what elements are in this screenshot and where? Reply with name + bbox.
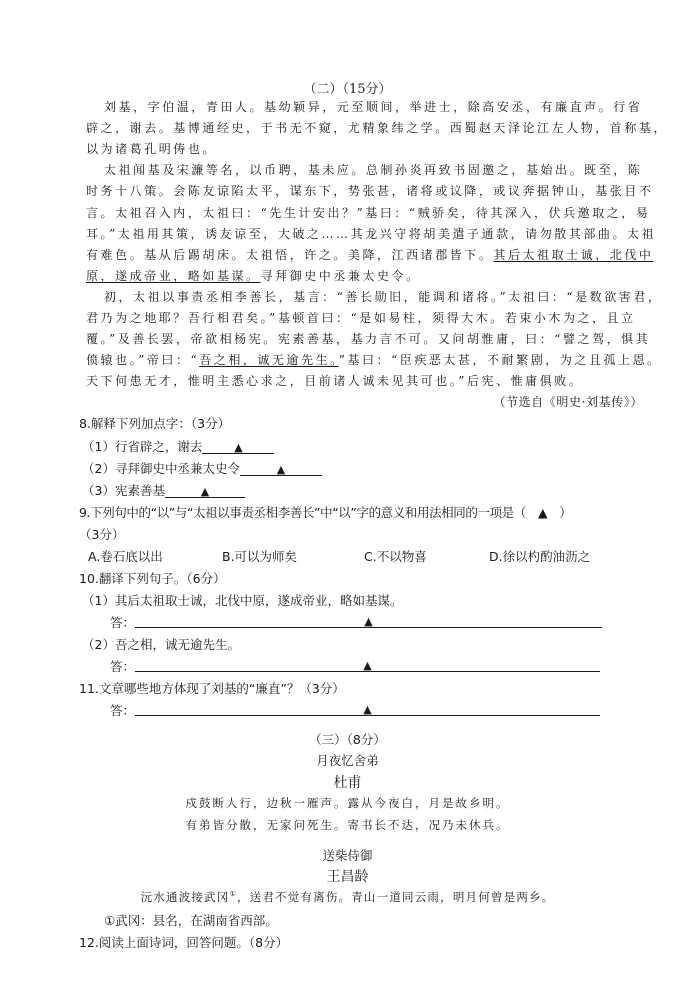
question-9-stem: 9.下列句中的“以”与“太祖以事责丞相李善长”中“以”字的意义和用法相同的一项是（ ▲ ）: [79, 505, 572, 520]
verse-text: 沅水通波接武冈: [140, 890, 230, 904]
answer-label: 答：: [110, 615, 136, 630]
poem-title: 月夜忆舍弟: [316, 753, 379, 768]
option-c[interactable]: C.不以物喜: [364, 549, 427, 564]
answer-label: 答：: [110, 703, 136, 718]
passage-line: 耳。”太祖用其策，诱友谅至，大破之……其龙兴守将胡美遣子通款，请勿散其部曲。太祖: [86, 227, 657, 241]
answer-marker: ▲: [363, 703, 372, 716]
verse-text: ，送君不觉有离伤。青山一道同云雨，明月何曾是两乡。: [236, 890, 555, 904]
poem-author: 杜甫: [333, 775, 362, 791]
section-heading: （二）（15分）: [303, 82, 392, 97]
answer-blank[interactable]: [165, 485, 245, 498]
passage-line: 时务十八策。会陈友谅陷太平，谋东下，势张甚，诸将或议降，或议奔据钟山，基张目不: [86, 184, 654, 198]
answer-marker: ▲: [363, 659, 372, 672]
answer-marker: ▲: [234, 441, 243, 454]
passage-line: 辟之，谢去。基博通经史，于书无不窥，尤精象纬之学。西蜀赵天泽论江左人物，首称基，: [86, 121, 669, 135]
underlined-sentence: 其后太祖取士诚，北伐中: [493, 248, 654, 262]
passage-source: （节选自《明史·刘基传》）: [493, 395, 643, 409]
answer-marker: ▲: [276, 463, 286, 476]
passage-line: [86, 267, 421, 284]
item-text: （2）寻拜御史中丞兼太史令: [82, 461, 240, 476]
item-text: （1）行省辟之，谢去: [82, 439, 203, 454]
question-11-stem: 11.文章哪些地方体现了刘基的“廉直”？（3分）: [79, 681, 345, 696]
question-12-stem: 12.阅读上面诗词，回答问题。（8分）: [79, 935, 289, 950]
question-8-item: [82, 459, 322, 477]
question-8-item: [82, 481, 245, 499]
passage-text: ”基曰：“臣疾恶太甚，不耐繁剧，为之且孤上恩。: [338, 353, 662, 367]
answer-line[interactable]: [135, 661, 600, 672]
passage-text: 有难色。基从后踢胡床。太祖悟，许之。美降，江西诸郡皆下。: [86, 248, 494, 262]
footnote: ①武冈：县名，在湖南省西部。: [104, 913, 278, 928]
passage-line: 天下何患无才，惟明主悉心求之，目前诸人诚未见其可也。”后宪、惟庸俱败。: [86, 374, 584, 388]
passage-line: [86, 246, 653, 263]
section-heading: （三）（8分）: [309, 732, 386, 747]
passage-line: 初，太祖以事责丞相李善长，基言：“善长勋旧，能调和诸将。”太祖曰：“是数欲害君，: [104, 290, 663, 304]
passage-line: 言。太祖召入内，太祖曰：“先生计安出？”基曰：“贼骄矣，待其深入，伏兵邀取之，易: [86, 206, 651, 220]
item-text: （3）宪素善基: [82, 483, 165, 498]
question-9-score: （3分）: [79, 527, 125, 542]
passage-line: 太祖闻基及宋濂等名，以币聘，基未应。总制孙炎再致书固邀之，基始出。既至，陈: [104, 163, 643, 177]
footnote-marker: ①: [229, 890, 237, 899]
answer-line[interactable]: [135, 705, 600, 716]
passage-line: 刘基，字伯温，青田人。基幼颖异，元至顺间，举进士，除高安丞，有廉直声。行省: [104, 100, 643, 114]
option-d[interactable]: D.徐以杓酌油沥之: [489, 549, 591, 564]
poem-title: 送柴侍御: [322, 848, 373, 863]
answer-blank[interactable]: [240, 463, 322, 476]
answer-line[interactable]: [135, 617, 602, 628]
question-10-stem: 10.翻译下列句子。（6分）: [79, 571, 226, 586]
underlined-sentence: 吾之相，诚无逾先生。: [199, 353, 339, 367]
answer-marker: ▲: [200, 485, 210, 498]
poem-author: 王昌龄: [326, 869, 369, 885]
passage-text: 寻拜御史中丞兼太史令。: [260, 269, 421, 283]
poem-line: 有弟皆分散，无家问死生。寄书长不达，况乃未休兵。: [185, 818, 510, 832]
poem-line: 戍鼓断人行，边秋一雁声。露从今夜白，月是故乡明。: [185, 796, 510, 810]
answer-label: 答：: [110, 659, 136, 674]
option-a[interactable]: A.卷石底以出: [88, 549, 163, 564]
question-8-stem: 8.解释下列加点字：（3分）: [79, 416, 231, 431]
passage-line: 君乃为之地耶？吾行相君矣。”基顿首曰：“是如易柱，须得大木。若束小木为之，且立: [86, 311, 636, 325]
poem-line: [0, 889, 695, 905]
passage-line: 以为诸葛孔明俦也。: [86, 142, 217, 156]
passage-text: 偾辕也。”帝曰：“: [86, 353, 200, 367]
question-10-item: （2）吾之相，诚无逾先生。: [82, 637, 240, 652]
answer-marker: ▲: [364, 615, 373, 628]
passage-line: 覆。”及善长罢，帝欲相杨宪。宪素善基，基力言不可。又问胡惟庸，曰：“譬之驾，惧其: [86, 332, 651, 346]
answer-blank[interactable]: [202, 441, 274, 454]
option-b[interactable]: B.可以为师矣: [222, 549, 298, 564]
question-10-item: （1）其后太祖取士诚，北伐中原，遂成帝业，略如基谋。: [82, 593, 403, 608]
passage-line: [86, 351, 662, 368]
underlined-sentence: 原，遂成帝业，略如基谋。: [86, 269, 261, 283]
question-8-item: [82, 437, 274, 455]
